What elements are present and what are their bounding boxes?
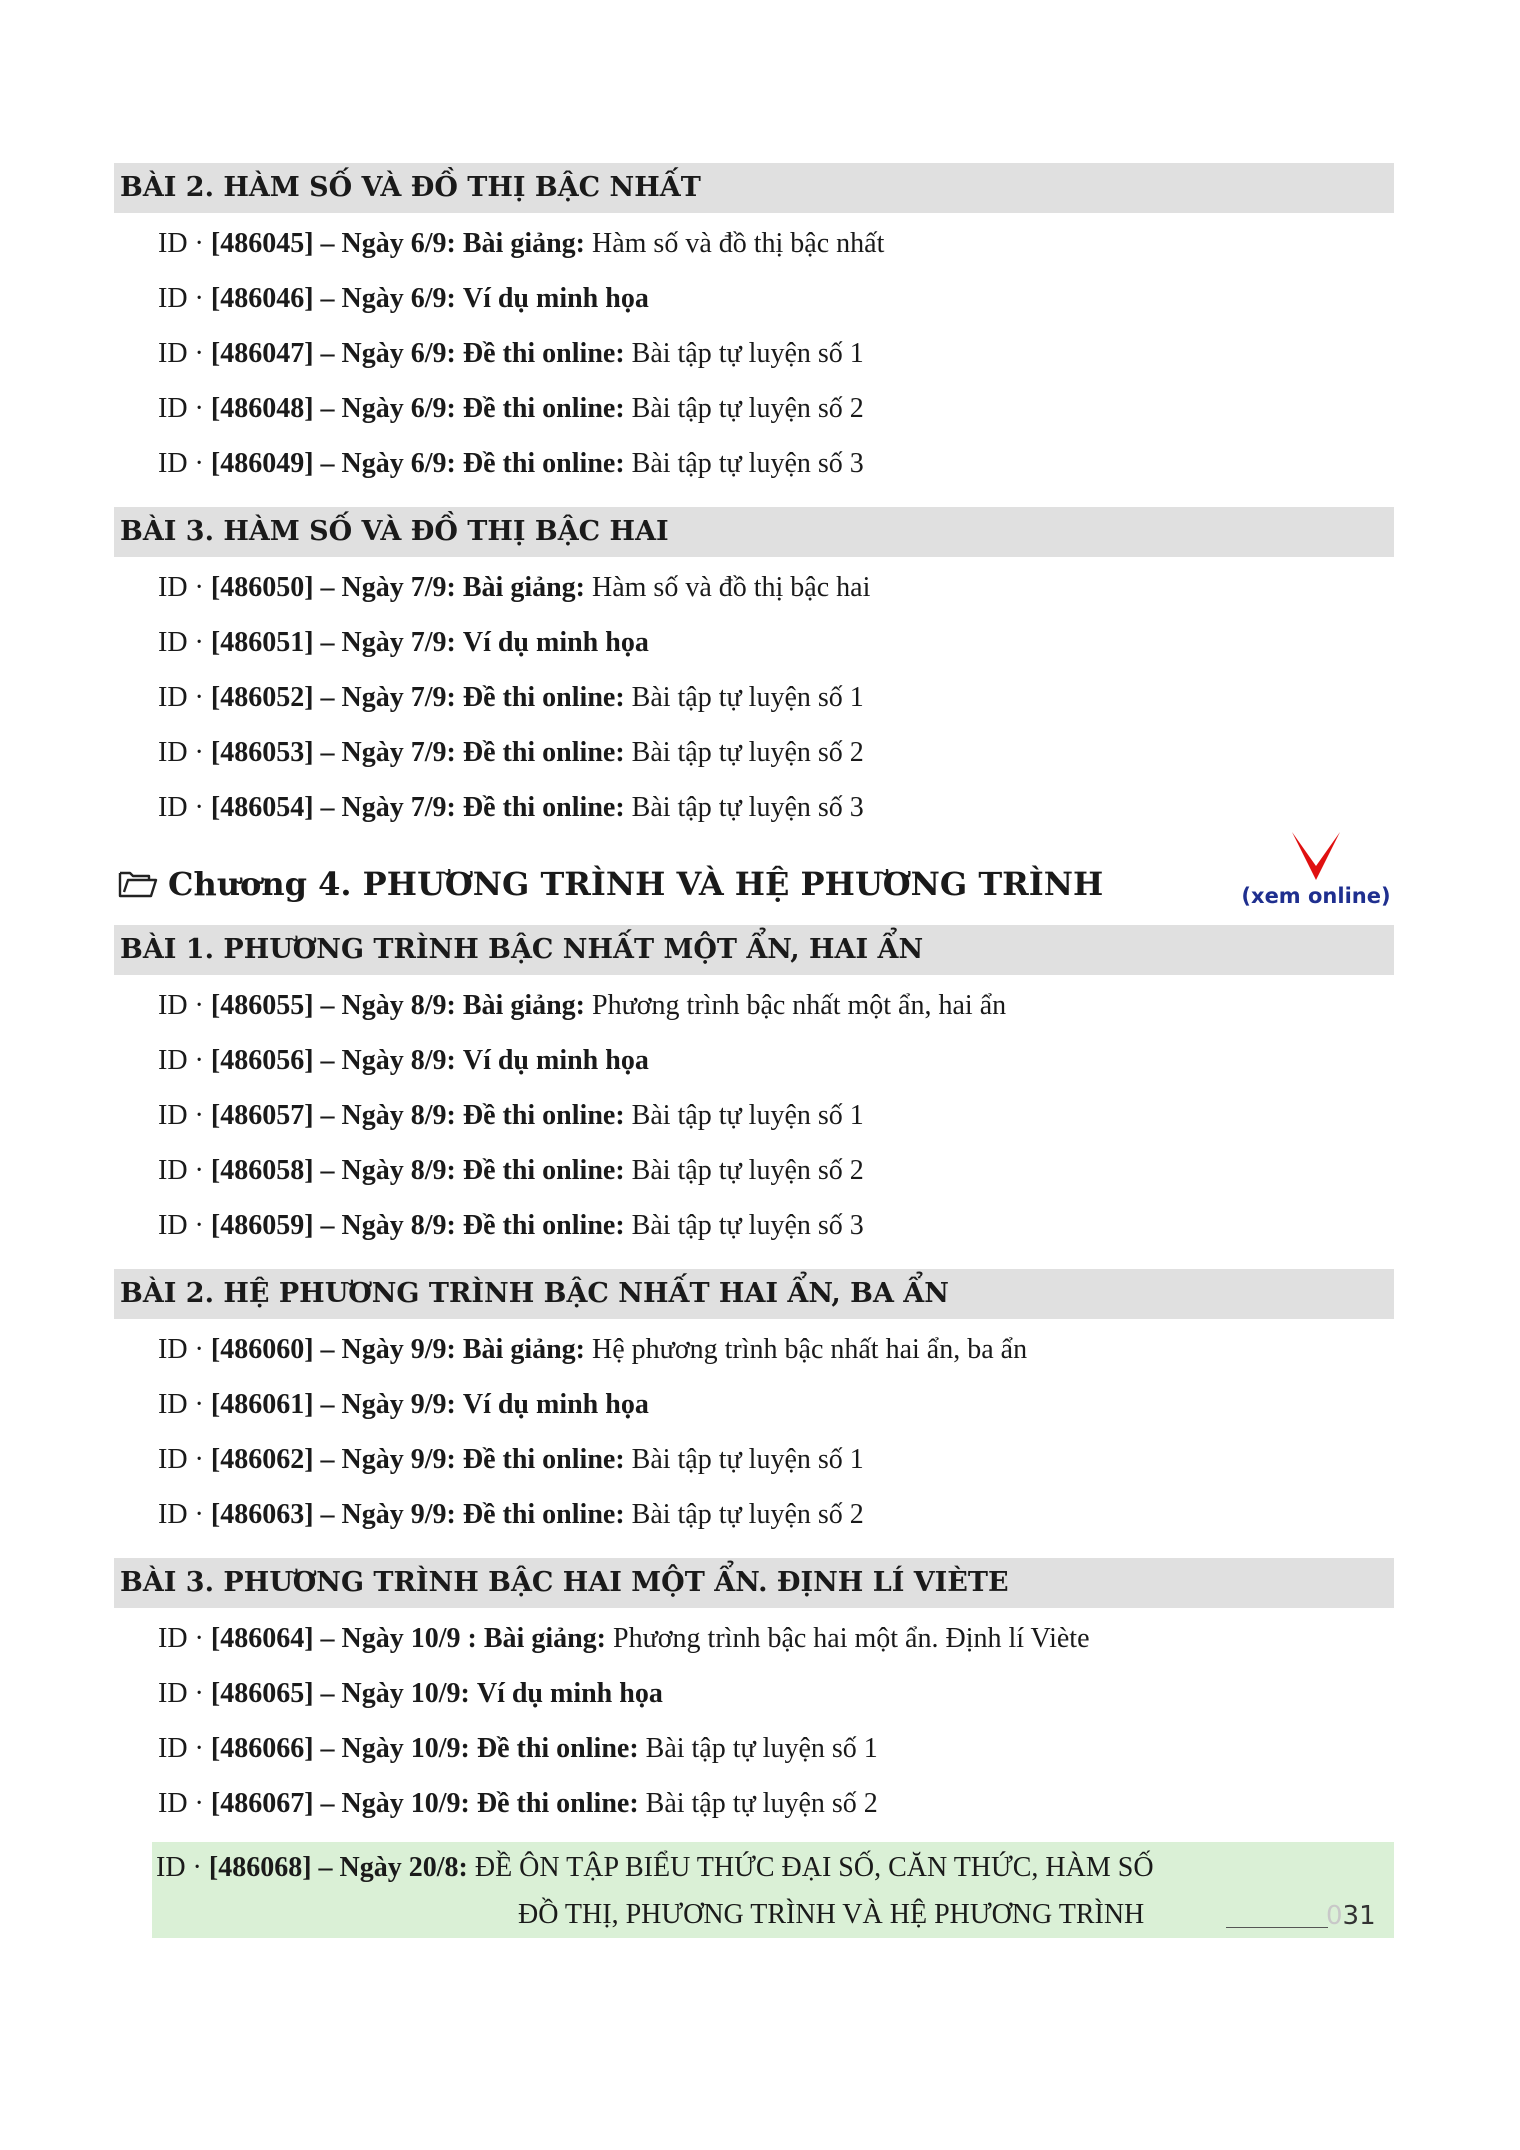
- list-item[interactable]: ID · [486046] – Ngày 6/9: Ví dụ minh họa: [158, 283, 649, 314]
- page-number: 031: [1326, 1901, 1376, 1931]
- list-item[interactable]: ID · [486062] – Ngày 9/9: Đề thi online: Bài tập tự luyện số 1: [158, 1444, 864, 1475]
- chapter-title: Chương 4. PHƯƠNG TRÌNH VÀ HỆ PHƯƠNG TRÌNH: [118, 858, 1103, 910]
- red-arrow-down-icon: [1286, 830, 1346, 882]
- list-item[interactable]: ID · [486066] – Ngày 10/9: Đề thi online: Bài tập tự luyện số 1: [158, 1733, 878, 1764]
- list-item[interactable]: ID · [486047] – Ngày 6/9: Đề thi online: Bài tập tự luyện số 1: [158, 338, 864, 369]
- list-item[interactable]: ID · [486055] – Ngày 8/9: Bài giảng: Phương trình bậc nhất một ẩn, hai ẩn: [158, 990, 1007, 1021]
- review-item[interactable]: ID · [486068] – Ngày 20/8: ĐỀ ÔN TẬP BIỂU THỨC ĐẠI SỐ, CĂN THỨC, HÀM SỐ: [156, 1852, 1154, 1883]
- section-header: BÀI 3. PHƯƠNG TRÌNH BẬC HAI MỘT ẨN. ĐỊNH LÍ VIÈTE: [114, 1558, 1394, 1608]
- list-item[interactable]: ID · [486056] – Ngày 8/9: Ví dụ minh họa: [158, 1045, 649, 1076]
- list-item[interactable]: ID · [486048] – Ngày 6/9: Đề thi online: Bài tập tự luyện số 2: [158, 393, 864, 424]
- list-item[interactable]: ID · [486045] – Ngày 6/9: Bài giảng: Hàm số và đồ thị bậc nhất: [158, 228, 885, 259]
- list-item[interactable]: ID · [486051] – Ngày 7/9: Ví dụ minh họa: [158, 627, 649, 658]
- section-header: BÀI 1. PHƯƠNG TRÌNH BẬC NHẤT MỘT ẨN, HAI ẨN: [114, 925, 1394, 975]
- folder-icon: [118, 861, 158, 913]
- page-number-rule: [1226, 1927, 1328, 1928]
- review-item-continued: ĐỒ THỊ, PHƯƠNG TRÌNH VÀ HỆ PHƯƠNG TRÌNH: [518, 1899, 1145, 1930]
- xem-online-label[interactable]: (xem online): [1241, 884, 1391, 908]
- list-item[interactable]: ID · [486059] – Ngày 8/9: Đề thi online: Bài tập tự luyện số 3: [158, 1210, 864, 1241]
- list-item[interactable]: ID · [486064] – Ngày 10/9 : Bài giảng: Phương trình bậc hai một ẩn. Định lí Viète: [158, 1623, 1090, 1654]
- list-item[interactable]: ID · [486052] – Ngày 7/9: Đề thi online: Bài tập tự luyện số 1: [158, 682, 864, 713]
- section-header: BÀI 2. HÀM SỐ VÀ ĐỒ THỊ BẬC NHẤT: [114, 163, 1394, 213]
- section-header: BÀI 2. HỆ PHƯƠNG TRÌNH BẬC NHẤT HAI ẨN, BA ẨN: [114, 1269, 1394, 1319]
- list-item[interactable]: ID · [486049] – Ngày 6/9: Đề thi online: Bài tập tự luyện số 3: [158, 448, 864, 479]
- list-item[interactable]: ID · [486057] – Ngày 8/9: Đề thi online: Bài tập tự luyện số 1: [158, 1100, 864, 1131]
- list-item[interactable]: ID · [486067] – Ngày 10/9: Đề thi online: Bài tập tự luyện số 2: [158, 1788, 878, 1819]
- list-item[interactable]: ID · [486058] – Ngày 8/9: Đề thi online: Bài tập tự luyện số 2: [158, 1155, 864, 1186]
- list-item[interactable]: ID · [486063] – Ngày 9/9: Đề thi online: Bài tập tự luyện số 2: [158, 1499, 864, 1530]
- list-item[interactable]: ID · [486061] – Ngày 9/9: Ví dụ minh họa: [158, 1389, 649, 1420]
- list-item[interactable]: ID · [486060] – Ngày 9/9: Bài giảng: Hệ phương trình bậc nhất hai ẩn, ba ẩn: [158, 1334, 1028, 1365]
- xem-online-link[interactable]: [1234, 830, 1398, 908]
- list-item[interactable]: ID · [486065] – Ngày 10/9: Ví dụ minh họa: [158, 1678, 663, 1709]
- list-item[interactable]: ID · [486053] – Ngày 7/9: Đề thi online: Bài tập tự luyện số 2: [158, 737, 864, 768]
- list-item[interactable]: ID · [486050] – Ngày 7/9: Bài giảng: Hàm số và đồ thị bậc hai: [158, 572, 871, 603]
- section-header: BÀI 3. HÀM SỐ VÀ ĐỒ THỊ BẬC HAI: [114, 507, 1394, 557]
- list-item[interactable]: ID · [486054] – Ngày 7/9: Đề thi online: Bài tập tự luyện số 3: [158, 792, 864, 823]
